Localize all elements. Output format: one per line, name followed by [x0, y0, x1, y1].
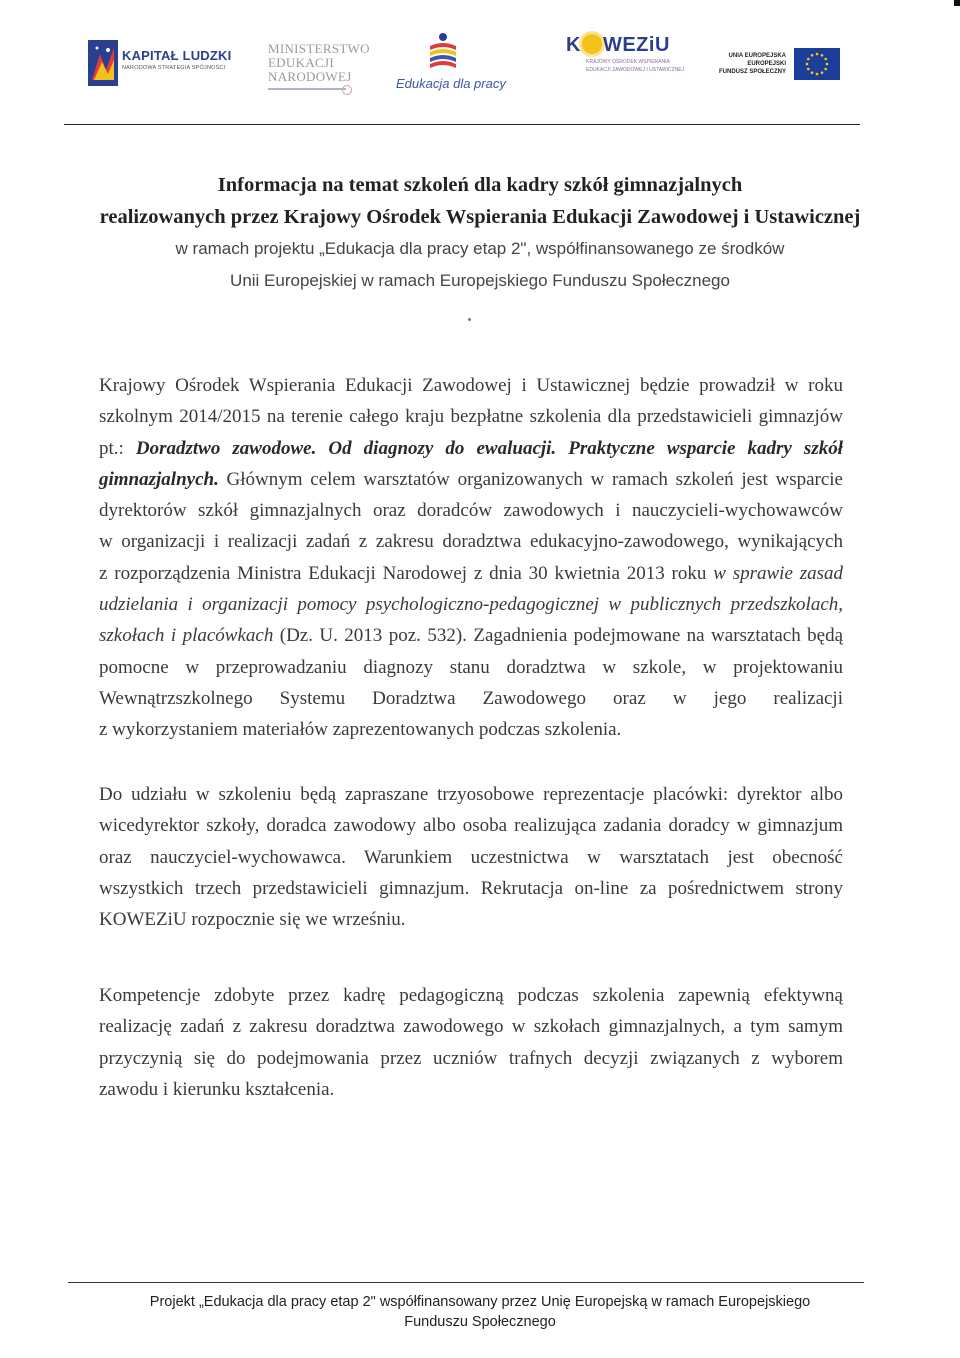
p2-line: Do udziału w szkoleniu będą zapraszane trzyosobowe reprezentacje placówki: dyrektor albo — [99, 784, 843, 805]
p1-line — [99, 558, 843, 589]
footer-line-1: Projekt „Edukacja dla pracy etap 2" współfinansowany przez Unię Europejską w ramach Europejskiego — [149, 1294, 811, 1310]
title-line-1: Informacja na temat szkoleń dla kadry szkół gimnazjalnych — [217, 174, 743, 196]
stray-dot — [468, 318, 471, 321]
edukacja-dla-pracy-logo — [388, 32, 506, 102]
paragraph-1 — [99, 370, 843, 746]
koweziu-title-rest: WEZiU — [602, 34, 670, 56]
training-title-end: gimnazjalnych. — [99, 468, 219, 490]
p1-line4-rest: Głównym celem warsztatów organizowanych w ramach szkoleń jest wsparcie — [218, 468, 843, 490]
p2-line: wszystkich trzech przedstawicieli gimnazjum. Rekrutacja on-line za pośrednictwem strony — [99, 877, 843, 899]
p1-line: dyrektorów szkół gimnazjalnych oraz doradców zawodowych i nauczycieli-wychowawców — [99, 500, 843, 522]
unia-line3: FUNDUSZ SPOŁECZNY — [718, 69, 786, 75]
paragraph-2 — [99, 779, 843, 935]
p1-line: Krajowy Ośrodek Wspierania Edukacji Zawodowej i Ustawicznej będzie prowadził w roku — [99, 375, 843, 396]
p3-line: zawodu i kierunku kształcenia. — [99, 1078, 335, 1100]
unia-line2: EUROPEJSKI — [747, 61, 786, 67]
p2-line: oraz nauczyciel-wychowawca. Warunkiem uczestnictwa w warsztatach jest obecność — [99, 846, 843, 868]
p1-line — [99, 464, 843, 495]
koweziu-subtitle-1: KRAJOWY OŚRODEK WSPIERANIA — [586, 59, 670, 65]
koweziu-subtitle-2: EDUKACJI ZAWODOWEJ I USTAWICZNEJ — [586, 67, 685, 73]
document-title — [60, 170, 900, 296]
kapital-ludzki-subtitle: NARODOWA STRATEGIA SPÓJNOŚCI — [122, 65, 226, 71]
p1-line — [99, 433, 843, 464]
p3-line: realizację zadań z zakresu doradztwa zawodowego w szkołach gimnazjalnych, a tym samym — [99, 1016, 843, 1038]
ministerstwo-line1: MINISTERSTWO — [268, 41, 370, 56]
header-logos — [88, 28, 848, 108]
regulation-title-middle: udzielania i organizacji pomocy psychologiczno-pedagogicznej w publicznych przedszkolach, — [99, 594, 843, 616]
p1-line3-prefix: pt.: — [99, 437, 136, 459]
edukacja-dla-pracy-text: Edukacja dla pracy — [396, 76, 506, 91]
ministerstwo-logo — [268, 42, 378, 102]
p1-line — [99, 620, 843, 651]
p2-line: KOWEZiU rozpocznie się we wrześniu. — [99, 909, 406, 931]
kapital-ludzki-logo — [88, 40, 238, 92]
p3-line: przyczynią się do podejmowania przez uczniów trafnych decyzji związanych z wyborem — [99, 1047, 843, 1069]
title-line-2: realizowanych przez Krajowy Ośrodek Wspierania Edukacji Zawodowej i Ustawicznej — [99, 205, 861, 228]
p2-line: wicedyrektor szkoły, doradca zawodowy albo osoba realizująca zadania doradcy w gimnazjum — [99, 815, 843, 837]
p1-line: szkolnym 2014/2015 na terenie całego kraju bezpłatne szkolenia dla przedstawicieli gimnazjów — [99, 406, 843, 428]
ministerstwo-emblem-rule — [268, 88, 346, 90]
p1-line: w organizacji i realizacji zadań z zakresu doradztwa edukacyjno-zawodowego, wynikających — [99, 531, 843, 553]
page-footer — [60, 1292, 900, 1332]
p1-line: z wykorzystaniem materiałów zaprezentowanych podczas szkolenia. — [99, 719, 622, 741]
regulation-title-end: szkołach i placówkach — [99, 625, 274, 647]
footer-line-2: Funduszu Społecznego — [404, 1314, 556, 1330]
koweziu-logo — [566, 34, 686, 94]
unia-europejska-text — [708, 52, 786, 76]
edukacja-dla-pracy-icon — [426, 32, 460, 72]
eu-flag-icon — [794, 48, 840, 80]
kapital-ludzki-title: KAPITAŁ LUDZKI — [122, 48, 232, 63]
unia-europejska-logo — [708, 48, 848, 88]
koweziu-title — [566, 34, 686, 57]
koweziu-title-k: K — [566, 34, 581, 56]
training-title: Doradztwo zawodowe. Od diagnozy do ewaluacji. Praktyczne wsparcie kadry szkół — [135, 437, 843, 459]
p1-line: Wewnątrzszkolnego Systemu Doradztwa Zawodowego oraz w jego realizacji — [99, 687, 843, 709]
p1-line7-prefix: z rozporządzenia Ministra Edukacji Narodowej z dnia 30 kwietnia 2013 roku — [99, 562, 714, 584]
ministerstwo-line2: EDUKACJI — [268, 55, 334, 70]
title-line-4: Unii Europejskiej w ramach Europejskiego Funduszu Społecznego — [230, 270, 730, 290]
paragraph-3 — [99, 980, 843, 1105]
ministerstwo-line3: NARODOWEJ — [268, 69, 352, 84]
footer-divider — [68, 1282, 864, 1283]
scan-corner-mark — [954, 0, 960, 6]
p1-line9-rest: (Dz. U. 2013 poz. 532). Zagadnienia podejmowane na warsztatach będą — [273, 625, 844, 647]
p3-line: Kompetencje zdobyte przez kadrę pedagogiczną podczas szkolenia zapewnią efektywną — [99, 985, 843, 1006]
title-line-3: w ramach projektu „Edukacja dla pracy etap 2", współfinansowanego ze środków — [175, 239, 785, 258]
header-divider — [64, 124, 860, 125]
p1-line: pomocne w przeprowadzaniu diagnozy stanu doradztwa w szkole, w projektowaniu — [99, 656, 843, 678]
sun-icon — [582, 34, 602, 54]
kapital-ludzki-icon — [88, 40, 118, 86]
regulation-title-start: w sprawie zasad — [713, 562, 843, 584]
unia-line1: UNIA EUROPEJSKA — [728, 53, 786, 59]
